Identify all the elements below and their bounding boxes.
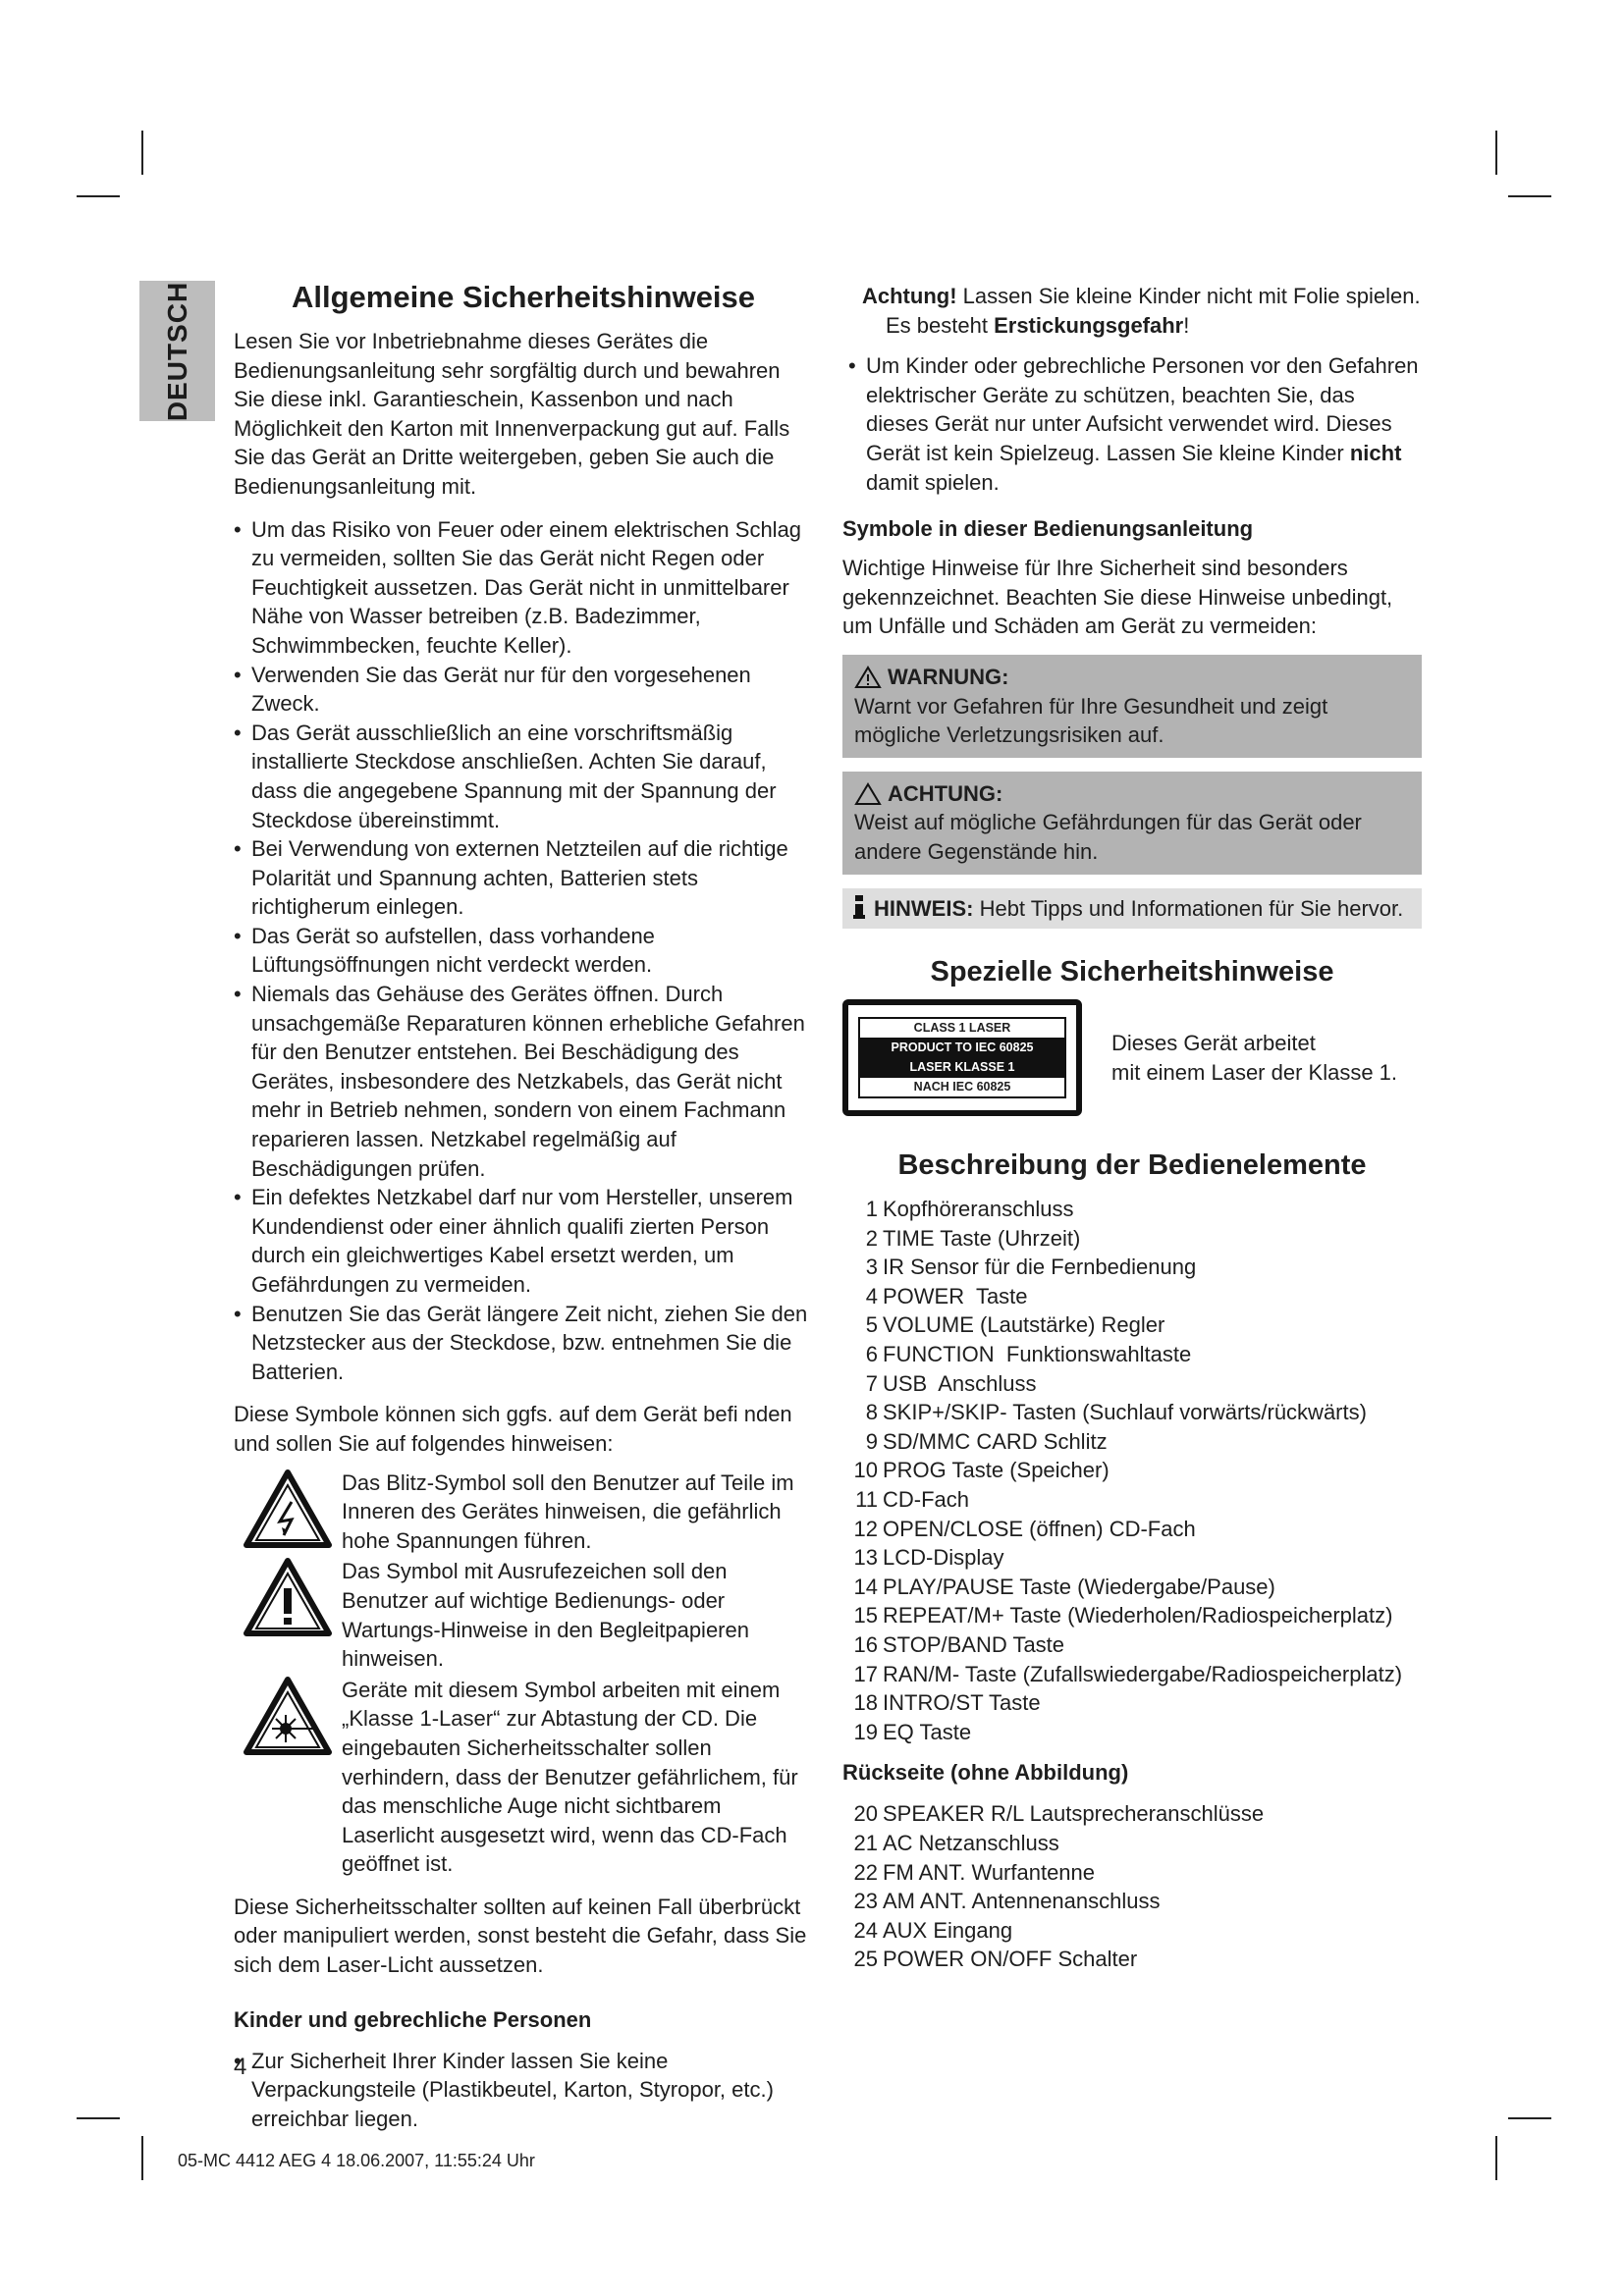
list-item [842, 1829, 1422, 1858]
item-number: 24 [853, 1917, 878, 1943]
warning-box [842, 655, 1422, 758]
item-label: POWER Taste [883, 1283, 1028, 1308]
hint-text: Hebt Tipps und Informationen für Sie hervor. [979, 895, 1404, 921]
list-item: • Das Gerät so aufstellen, dass vorhandene Lüftungsöffnungen nicht verdeckt werden. [234, 922, 813, 980]
list-item [842, 1799, 1422, 1829]
list-item: • Bei Verwendung von externen Netzteilen auf die richtige Polarität und Spannung achten, Batterien stets richtigherum einlegen. [234, 834, 813, 922]
laser-label-line: CLASS 1 LASER [860, 1019, 1064, 1039]
list-item: • Um das Risiko von Feuer oder einem elektrischen Schlag zu vermeiden, sollten Sie das Gerät nicht Regen oder Feuchtigkeit aussetzen. Das Gerät nicht in unmittelbarer Nähe von Wasser betreiben (z.B. Badezimmer, Schwimmbecken, feuchte Keller). [234, 515, 813, 661]
item-number: 19 [853, 1719, 878, 1744]
warning-title-text: WARNUNG: [888, 664, 1009, 689]
language-tab-label: DEUTSCH [161, 281, 192, 421]
caution-text: Weist auf mögliche Gefährdungen für das Gerät oder andere Gegenstände hin. [854, 810, 1362, 864]
laser-label-line: LASER KLASSE 1 [860, 1058, 1064, 1078]
kids-bullet-text: Um Kinder oder gebrechliche Personen vor den Gefahren elektrischer Geräte zu schützen, beachten Sie, das dieses Gerät nur unter Aufsicht verwendet wird. Dieses Gerät ist kein Spielzeug. Lassen Sie kleine Kinder [866, 353, 1419, 465]
list-item [842, 1310, 1422, 1340]
list-item [842, 1916, 1422, 1946]
caution-box [842, 772, 1422, 875]
item-number: 9 [865, 1428, 878, 1454]
general-safety-heading: Allgemeine Sicherheitshinweise [291, 280, 756, 314]
item-number: 6 [865, 1342, 878, 1367]
lightning-symbol-text: Das Blitz-Symbol soll den Benutzer auf Teile im Inneren des Gerätes hinweisen, die gefährlich hohe Spannungen führen. [342, 1469, 794, 1553]
crop-mark [1508, 2117, 1551, 2119]
item-label: POWER ON/OFF Schalter [883, 1947, 1138, 1972]
laser-symbol-text: Geräte mit diesem Symbol arbeiten mit einem „Klasse 1-Laser“ zur Abtastung der CD. Die eingebauten Sicherheitsschalter sollen verhindern, dass der Benutzer gefährlichem, für das menschliche Auge nicht sichtbarem Laserlicht ausgesetzt wird, wenn das CD-Fach geöffnet ist. [342, 1677, 798, 1877]
list-item [842, 1398, 1422, 1427]
item-number: 23 [853, 1889, 878, 1914]
achtung-line-2 [842, 311, 1422, 341]
crop-mark [77, 2117, 120, 2119]
symbols-intro: Diese Symbole können sich ggfs. auf dem Gerät befi nden und sollen Sie auf folgendes hinweisen: [234, 1402, 792, 1456]
item-number: 12 [853, 1516, 878, 1541]
lightning-warning-icon [234, 1468, 342, 1549]
list-item [842, 1945, 1422, 1974]
item-number: 20 [853, 1801, 878, 1827]
achtung-line2-text: Es besteht [886, 312, 988, 338]
achtung-text: Lassen Sie kleine Kinder nicht mit Folie spielen. [962, 284, 1421, 308]
right-column [842, 282, 1422, 1974]
list-item: • Niemals das Gehäuse des Gerätes öffnen. Durch unsachgemäße Reparaturen können erhebliche Gefahren für den Benutzer entstehen. Bei Beschädigung des Gerätes, insbesondere des Netzkabels, das Gerät nicht mehr in Betrieb nehmen, sondern von einem Fachmann reparieren lassen. Netzkabel regelmäßig auf Beschädigungen prüfen. [234, 980, 813, 1183]
item-label: PROG Taste (Speicher) [883, 1458, 1110, 1483]
left-column [234, 278, 813, 2133]
warning-text: Warnt vor Gefahren für Ihre Gesundheit und zeigt mögliche Verletzungsrisiken auf. [854, 693, 1328, 748]
list-item [842, 1543, 1422, 1573]
list-item: • Benutzen Sie das Gerät längere Zeit nicht, ziehen Sie den Netzstecker aus der Steckdose, bzw. entnehmen Sie die Batterien. [234, 1300, 813, 1387]
item-number: 10 [853, 1458, 878, 1483]
item-number: 21 [853, 1830, 878, 1855]
item-label: AC Netzanschluss [883, 1830, 1059, 1855]
list-item [842, 1369, 1422, 1399]
caution-title [854, 779, 1414, 809]
warning-title [854, 663, 1414, 692]
kids-heading: Kinder und gebrechliche Personen [234, 2006, 592, 2032]
warning-triangle-icon [854, 666, 882, 689]
item-label: LCD-Display [883, 1545, 1004, 1571]
item-number: 2 [865, 1225, 878, 1251]
item-number: 15 [853, 1603, 878, 1629]
hint-box [842, 888, 1422, 930]
symbol-row [234, 1676, 813, 1879]
achtung-label: Achtung! [862, 284, 957, 308]
item-label: Kopfhöreranschluss [883, 1197, 1074, 1222]
list-item [848, 351, 1422, 497]
kids-bullet-end: damit spielen. [866, 469, 1000, 495]
item-number: 5 [865, 1312, 878, 1338]
item-label: EQ Taste [883, 1719, 972, 1744]
list-item [842, 1195, 1422, 1224]
kids-bullet-bold: nicht [1349, 440, 1402, 465]
item-number: 25 [853, 1947, 878, 1972]
item-label: AM ANT. Antennenanschluss [883, 1889, 1161, 1914]
page-number: 4 [234, 2054, 247, 2080]
item-label: RAN/M- Taste (Zufallswiedergabe/Radiospeicherplatz) [883, 1661, 1403, 1686]
list-item [842, 1515, 1422, 1544]
crop-mark [141, 2136, 143, 2180]
exclamation-symbol-text: Das Symbol mit Ausrufezeichen soll den Benutzer auf wichtige Bedienungs- oder Wartungs-Hinweise in den Begleitpapieren hinweisen. [342, 1559, 749, 1672]
kids-bullet-list [234, 2047, 813, 2134]
item-number: 17 [853, 1661, 878, 1686]
achtung-end: ! [1183, 312, 1190, 338]
crop-mark [141, 131, 143, 175]
list-item [842, 1887, 1422, 1916]
laser-text [1082, 1029, 1397, 1087]
list-item [842, 1660, 1422, 1689]
list-item [842, 1340, 1422, 1369]
laser-warning-icon [234, 1676, 342, 1756]
laser-label-line: PRODUCT TO IEC 60825 [860, 1039, 1064, 1058]
list-item [842, 1718, 1422, 1747]
item-label: PLAY/PAUSE Taste (Wiedergabe/Pause) [883, 1574, 1275, 1599]
laser-label-line: NACH IEC 60825 [913, 1080, 1011, 1095]
item-label: SD/MMC CARD Schlitz [883, 1428, 1108, 1454]
rear-heading: Rückseite (ohne Abbildung) [842, 1760, 1129, 1786]
hint-title: HINWEIS: [874, 895, 974, 921]
list-item [842, 1282, 1422, 1311]
item-label: STOP/BAND Taste [883, 1632, 1065, 1657]
item-number: 4 [865, 1283, 878, 1308]
rear-list [842, 1799, 1422, 1974]
symbols-heading: Symbole in dieser Bedienungsanleitung [842, 516, 1254, 542]
symbol-row [234, 1557, 813, 1673]
list-item [842, 1688, 1422, 1718]
item-number: 16 [853, 1632, 878, 1657]
laser-class-label [842, 999, 1082, 1116]
item-label: SKIP+/SKIP- Tasten (Suchlauf vorwärts/rückwärts) [883, 1400, 1367, 1425]
controls-heading: Beschreibung der Bedienelemente [897, 1149, 1367, 1182]
item-number: 11 [855, 1487, 878, 1513]
kids-protect-list [842, 351, 1422, 497]
item-label: TIME Taste (Uhrzeit) [883, 1225, 1081, 1251]
switch-note: Diese Sicherheitsschalter sollten auf keinen Fall überbrückt oder manipuliert werden, sonst besteht die Gefahr, dass Sie sich dem Laser-Licht aussetzen. [234, 1894, 807, 1978]
item-number: 18 [853, 1690, 878, 1716]
crop-mark [1508, 195, 1551, 197]
item-label: REPEAT/M+ Taste (Wiederholen/Radiospeicherplatz) [883, 1603, 1393, 1629]
item-label: AUX Eingang [883, 1917, 1013, 1943]
list-item [842, 1601, 1422, 1630]
caution-triangle-icon [854, 782, 882, 806]
intro-paragraph: Lesen Sie vor Inbetriebnahme dieses Gerätes die Bedienungsanleitung sehr sorgfältig durch und bewahren Sie diese inkl. Garantieschein, Kassenbon und nach Möglichkeit den Karton mit Innenverpackung gut auf. Falls Sie das Gerät an Dritte weitergeben, geben Sie auch die Bedienungsanleitung mit. [234, 329, 790, 499]
list-item: • Ein defektes Netzkabel darf nur vom Hersteller, unserem Kundendienst oder einer ähnlich qualifi zierten Person durch ein gleichwertiges Kabel ersetzt werden, um Gefährdungen zu vermeiden. [234, 1183, 813, 1299]
exclamation-warning-icon [234, 1557, 342, 1637]
crop-mark [1495, 131, 1497, 175]
item-label: CD-Fach [883, 1487, 970, 1513]
safety-bullet-list [234, 515, 813, 1387]
item-label: FUNCTION Funktionswahltaste [883, 1342, 1192, 1367]
list-item: • Verwenden Sie das Gerät nur für den vorgesehenen Zweck. [234, 661, 813, 719]
list-item [842, 1485, 1422, 1515]
item-number: 7 [865, 1370, 878, 1396]
crop-mark [77, 195, 120, 197]
list-item [842, 1858, 1422, 1888]
special-safety-heading: Spezielle Sicherheitshinweise [930, 956, 1334, 988]
language-tab [139, 281, 215, 421]
list-item [842, 1427, 1422, 1457]
info-icon [852, 895, 866, 921]
laser-text-line-1: Dieses Gerät arbeitet [1111, 1031, 1316, 1055]
item-label: VOLUME (Lautstärke) Regler [883, 1312, 1165, 1338]
list-item [842, 1630, 1422, 1660]
item-number: 14 [853, 1574, 878, 1599]
item-label: USB Anschluss [883, 1370, 1037, 1396]
item-label: OPEN/CLOSE (öffnen) CD-Fach [883, 1516, 1196, 1541]
item-number: 8 [865, 1400, 878, 1425]
item-number: 1 [865, 1197, 878, 1222]
item-number: 22 [853, 1859, 878, 1885]
item-label: SPEAKER R/L Lautsprecheranschlüsse [883, 1801, 1265, 1827]
laser-text-line-2: mit einem Laser der Klasse 1. [1111, 1059, 1398, 1085]
controls-list [842, 1195, 1422, 1746]
laser-row [842, 999, 1422, 1116]
list-item [842, 1224, 1422, 1254]
print-footer: 05-MC 4412 AEG 4 18.06.2007, 11:55:24 Uhr [178, 2151, 535, 2170]
achtung-note [842, 282, 1422, 311]
symbol-row [234, 1468, 813, 1556]
list-item: • Zur Sicherheit Ihrer Kinder lassen Sie keine Verpackungsteile (Plastikbeutel, Karton, Styropor, etc.) erreichbar liegen. [234, 2047, 813, 2134]
list-item: • Das Gerät ausschließlich an eine vorschriftsmäßig installierte Steckdose anschließen. Achten Sie darauf, dass die angegebene Spannung mit der Spannung der Steckdose übereinstimmt. [234, 719, 813, 834]
item-label: INTRO/ST Taste [883, 1690, 1041, 1716]
item-label: IR Sensor für die Fernbedienung [883, 1255, 1197, 1280]
symbols-text: Wichtige Hinweise für Ihre Sicherheit sind besonders gekennzeichnet. Beachten Sie diese Hinweise unbedingt, um Unfälle und Schäden am Gerät zu vermeiden: [842, 556, 1393, 639]
item-number: 3 [865, 1255, 878, 1280]
caution-title-text: ACHTUNG: [888, 780, 1003, 806]
achtung-bold: Erstickungsgefahr [994, 312, 1184, 338]
list-item [842, 1573, 1422, 1602]
list-item [842, 1253, 1422, 1282]
item-number: 13 [853, 1545, 878, 1571]
list-item [842, 1456, 1422, 1485]
crop-mark [1495, 2136, 1497, 2180]
item-label: FM ANT. Wurfantenne [883, 1859, 1096, 1885]
